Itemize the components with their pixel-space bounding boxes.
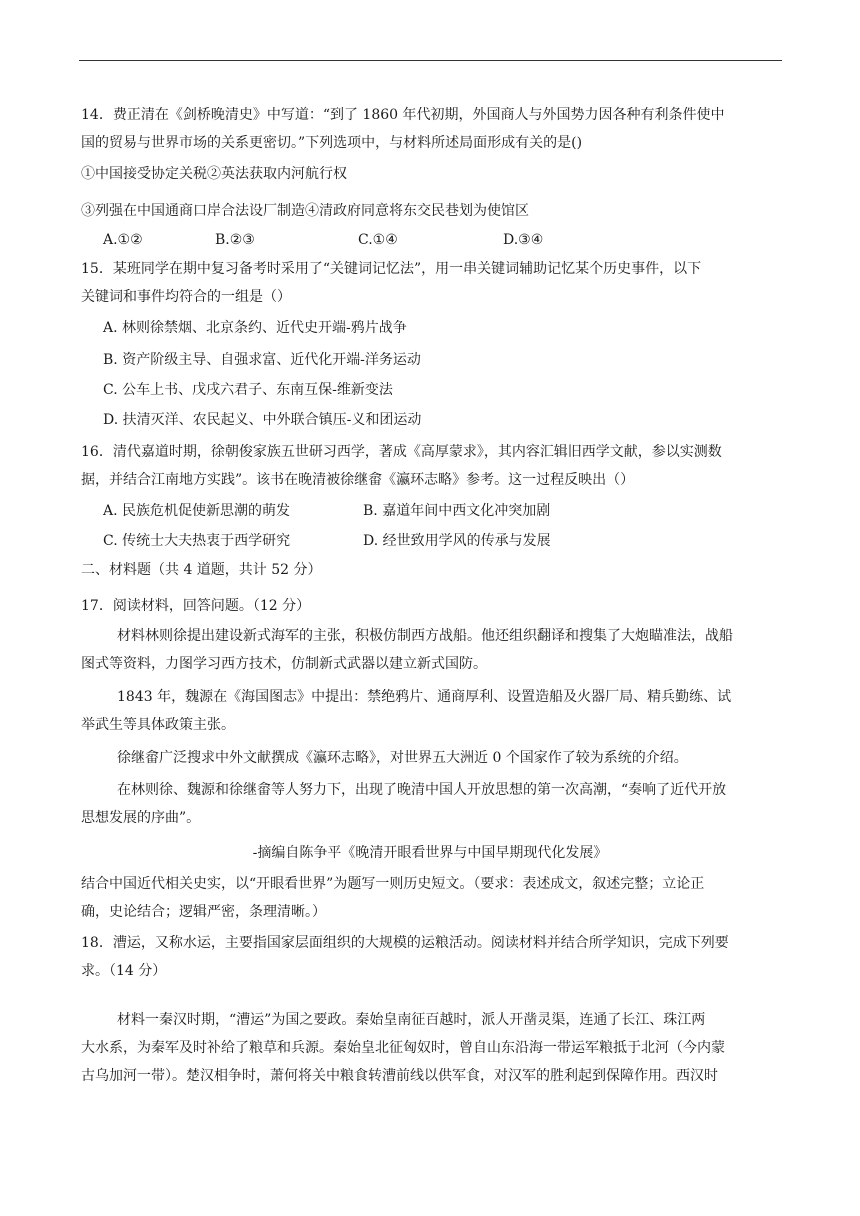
q17-material-p4-line2: 思想发展的序曲”。 [81,810,201,826]
q15-option-c[interactable]: C. 公车上书、戊戌六君子、东南互保-维新变法 [103,382,393,398]
q15-stem-line2: 关键词和事件均符合的一组是（） [81,289,291,305]
q16-option-a[interactable]: A. 民族危机促使新思潮的萌发 [103,503,291,519]
section-heading: 二、材料题（共 4 道题，共计 52 分） [81,562,322,578]
q16-stem-line1: 16．清代嘉道时期，徐朝俊家族五世研习西学，著成《高厚蒙求》，其内容汇辑旧西学文献，参以实测数 [81,444,722,460]
q14-option-d[interactable]: D.③④ [503,232,544,248]
q14-stem-line2: 国的贸易与世界市场的关系更密切。”下列选项中，与材料所述局面形成有关的是() [81,135,583,151]
q17-material-p4-line1: 在林则徐、魏源和徐继畲等人努力下，出现了晚清中国人开放思想的第一次高潮，“奏响了近代开放 [117,782,727,798]
q17-material-p2-line1: 1843 年，魏源在《海国图志》中提出：禁绝鸦片、通商厚利、设置造船及火器厂局、精兵勤练、试 [117,689,732,705]
q18-material1-line1: 材料一秦汉时期，“漕运”为国之要政。秦始皇南征百越时，派人开凿灵渠，连通了长江、珠江两 [117,1012,706,1028]
q15-stem-line1: 15．某班同学在期中复习备考时采用了“关键词记忆法”，用一串关键词辅助记忆某个历史事件，以下 [81,261,702,277]
q14-option-a[interactable]: A.①② [103,232,143,248]
q17-task-line2: 确，史论结合；逻辑严密，条理清晰。） [81,904,326,920]
q17-source: -摘编自陈争平《晚清开眼看世界与中国早期现代化发展》 [252,845,608,861]
q16-option-d[interactable]: D. 经世致用学风的传承与发展 [363,533,551,549]
q18-material1-line2: 大水系，为秦军及时补给了粮草和兵源。秦始皇北征匈奴时，曾自山东沿海一带运军粮抵于北河（今内蒙 [81,1040,725,1056]
q16-option-c[interactable]: C. 传统士大夫热衷于西学研究 [103,533,291,549]
q15-option-a[interactable]: A. 林则徐禁烟、北京条约、近代史开端-鸦片战争 [103,320,407,336]
q17-task-line1: 结合中国近代相关史实，以“开眼看世界”为题写一则历史短文。（要求：表述成文，叙述完整；立论正 [81,876,705,892]
q14-option-b[interactable]: B.②③ [215,232,255,248]
q14-stem-line1: 14．费正清在《剑桥晚清史》中写道：“到了 1860 年代初期，外国商人与外国势力因各种有利条件使中 [81,107,725,123]
q16-option-b[interactable]: B. 嘉道年间中西文化冲突加剧 [363,503,551,519]
q16-stem-line2: 据，并结合江南地方实践”。该书在晚清被徐继畲《瀛环志略》参考。这一过程反映出（） [81,472,635,488]
q17-material-p2-line2: 举武生等具体政策主张。 [81,717,235,733]
q18-stem-line1: 18．漕运，又称水运，主要指国家层面组织的大规模的运粮活动。阅读材料并结合所学知识，完成下列要 [81,935,729,951]
q18-material1-line3: 古乌加河一带）。楚汉相争时，萧何将关中粮食转漕前线以供军食，对汉军的胜利起到保障作用。西汉时 [81,1068,718,1084]
q17-material-p3: 徐继畲广泛搜求中外文献撰成《瀛环志略》，对世界五大洲近 0 个国家作了较为系统的介绍。 [117,750,688,766]
q17-heading: 17．阅读材料，回答问题。（12 分） [81,598,311,614]
q14-item-a: ①中国接受协定关税②英法获取内河航行权 [81,166,347,182]
q17-material-p1-line2: 图式等资料，力图学习西方技术，仿制新式武器以建立新式国防。 [81,656,487,672]
q15-option-d[interactable]: D. 扶清灭洋、农民起义、中外联合镇压-义和团运动 [103,412,422,428]
q15-option-b[interactable]: B. 资产阶级主导、自强求富、近代化开端-洋务运动 [103,352,421,368]
q14-option-c[interactable]: C.①④ [358,232,398,248]
q17-material-p1-line1: 材料林则徐提出建设新式海军的主张，积极仿制西方战船。他还组织翻译和搜集了大炮瞄准法，战船 [117,628,733,644]
q14-item-b: ③列强在中国通商口岸合法设厂制造④清政府同意将东交民巷划为使馆区 [81,203,529,219]
header-rule [79,60,782,61]
q18-stem-line2: 求。（14 分） [81,963,167,979]
